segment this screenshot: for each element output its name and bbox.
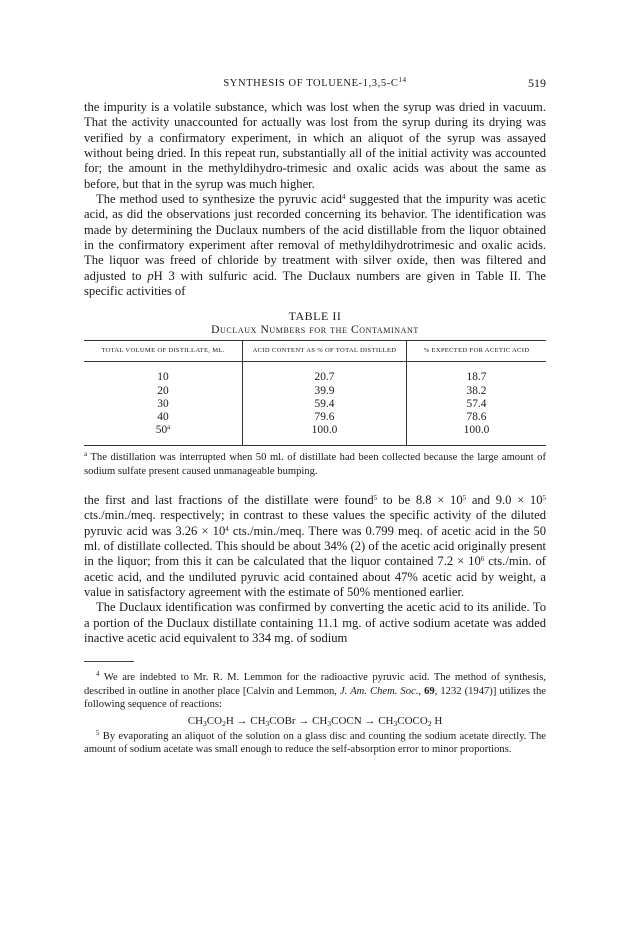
- duclaux-table: [84, 340, 546, 446]
- reaction-sequence: $CH_3CO_2H$ → $CH_3COBr$ → $CH_3COCN$ → $CH_3COCO_2$ H: [187, 714, 443, 728]
- table-subtitle: Duclaux Numbers for the Contaminant: [211, 324, 419, 337]
- cell-expected: 18.7: [407, 362, 547, 385]
- cell-expected: 78.6: [407, 411, 547, 424]
- table-row: [84, 411, 546, 424]
- paragraph-impurity: the impurity is a volatile substance, which was lost when the syrup was dried in vacuum. That the activity unaccounted for actually was lost from the syrup during its drying was verified by a confirmatory experiment, in which an aliquot of the syrup was assayed without being dried. In this repeat run, substantially all of the initial activity was accounted for; the amount in the methyldihydro-trimesic and oxalic acids was about the same as before, but that in the syrup was much higher.: [84, 100, 546, 191]
- cell-acid-content: 79.6: [243, 411, 407, 424]
- header-total-volume: TOTAL VOLUME OF DISTILLATE, ML.: [84, 341, 243, 362]
- footnote-4: $^4$ We are indebted to Mr. R. M. Lemmon for the radioactive pyruvic acid. The method of synthesis, described in outline in another place [Calvin and Lemmon, J. Am. Chem. Soc., 69, 1232 (1947)] utilizes the following sequence of reactions:: [84, 670, 546, 710]
- cell-acid-content: 20.7: [243, 362, 407, 385]
- cell-volume: 20: [157, 384, 169, 397]
- cell-expected: 100.0: [407, 424, 547, 446]
- footnote-ref-5: 5: [373, 493, 378, 502]
- cell-expected: 57.4: [407, 398, 547, 411]
- table-ii: [84, 309, 546, 477]
- table-header-row: [84, 341, 546, 362]
- page-number: 519: [528, 76, 546, 90]
- table-row: [84, 362, 546, 385]
- paragraph-specific-activities: the first and last fractions of the distillate were found$^5$ to be $8.8 \times 10^5$ and $9.0 \times 10^5$ cts./min./meq. respectively; in contrast to these values the specific activity of the diluted pyruvic acid was $3.26 \times 10^4$ cts./min./meq. There was 0.799 meq. of acetic acid in the 50 ml. of distillate collected. This should be about 34% (2) of the acetic acid originally present in the liquor; from this it can be calculated that the liquor contained $7.2 \times 10^6$ cts./min. of acetic acid, and the undiluted pyruvic acid contained about 47% acetic acid by weight, a value in satisfactory agreement with the estimate of 50% mentioned earlier.: [84, 492, 547, 599]
- cell-expected: 38.2: [407, 385, 547, 398]
- cell-acid-content: 59.4: [243, 398, 407, 411]
- cell-acid-content: 39.9: [243, 385, 407, 398]
- page-header: [84, 76, 546, 94]
- paragraph-anilide: The Duclaux identification was confirmed by converting the acetic acid to its anilide. To a portion of the Duclaux distillate containing 11.1 mg. of active sodium acetate was added inactive acetic acid equivalent to 334 mg. of sodium: [84, 600, 546, 645]
- header-acid-content: ACID CONTENT AS % OF TOTAL DISTILLED: [243, 341, 407, 362]
- footnote-divider: [84, 661, 134, 662]
- paragraph-method: The method used to synthesize the pyruvic acid$^4$ suggested that the impurity was acetic acid, as did the observations just recorded concerning its behavior. The identification was made by determining the Duclaux numbers of the acid distillable from the liquor obtained in the confirmatory experiment after removal of methyldihydrotrimesic and oxalic acids. The liquor was freed of chloride by treatment with silver oxide, then was filtered and adjusted to pH 3 with sulfuric acid. The Duclaux numbers are given in Table II. The specific activities of: [84, 192, 546, 299]
- footnote-5: $^5$ By evaporating an aliquot of the solution on a glass disc and counting the sodium acetate directly. The amount of sodium acetate was small enough to reduce the self-absorption error to minor proportions.: [84, 728, 546, 756]
- journal-page: [84, 76, 546, 756]
- table-title: TABLE II: [288, 309, 342, 324]
- cell-volume: 50$^a$: [155, 423, 171, 437]
- cell-acid-content: 100.0: [243, 424, 407, 446]
- table-footnote-marker: a: [167, 423, 171, 432]
- cell-volume: 40: [157, 411, 169, 424]
- header-expected-acetic: % EXPECTED FOR ACETIC ACID: [407, 341, 547, 362]
- running-title: SYNTHESIS OF TOLUENE-$1,3,5-C^{14}$: [223, 76, 407, 89]
- footnote-ref-4: 4: [341, 193, 346, 202]
- cell-volume: 30: [157, 397, 169, 410]
- cell-volume: 10: [157, 371, 169, 384]
- table-footnote: $^a$ The distillation was interrupted when 50 ml. of distillate had been collected because the large amount of sodium sulfate present caused unmanageable bumping.: [84, 450, 546, 477]
- table-row: [84, 385, 546, 398]
- table-row: [84, 398, 546, 411]
- table-row: [84, 424, 546, 446]
